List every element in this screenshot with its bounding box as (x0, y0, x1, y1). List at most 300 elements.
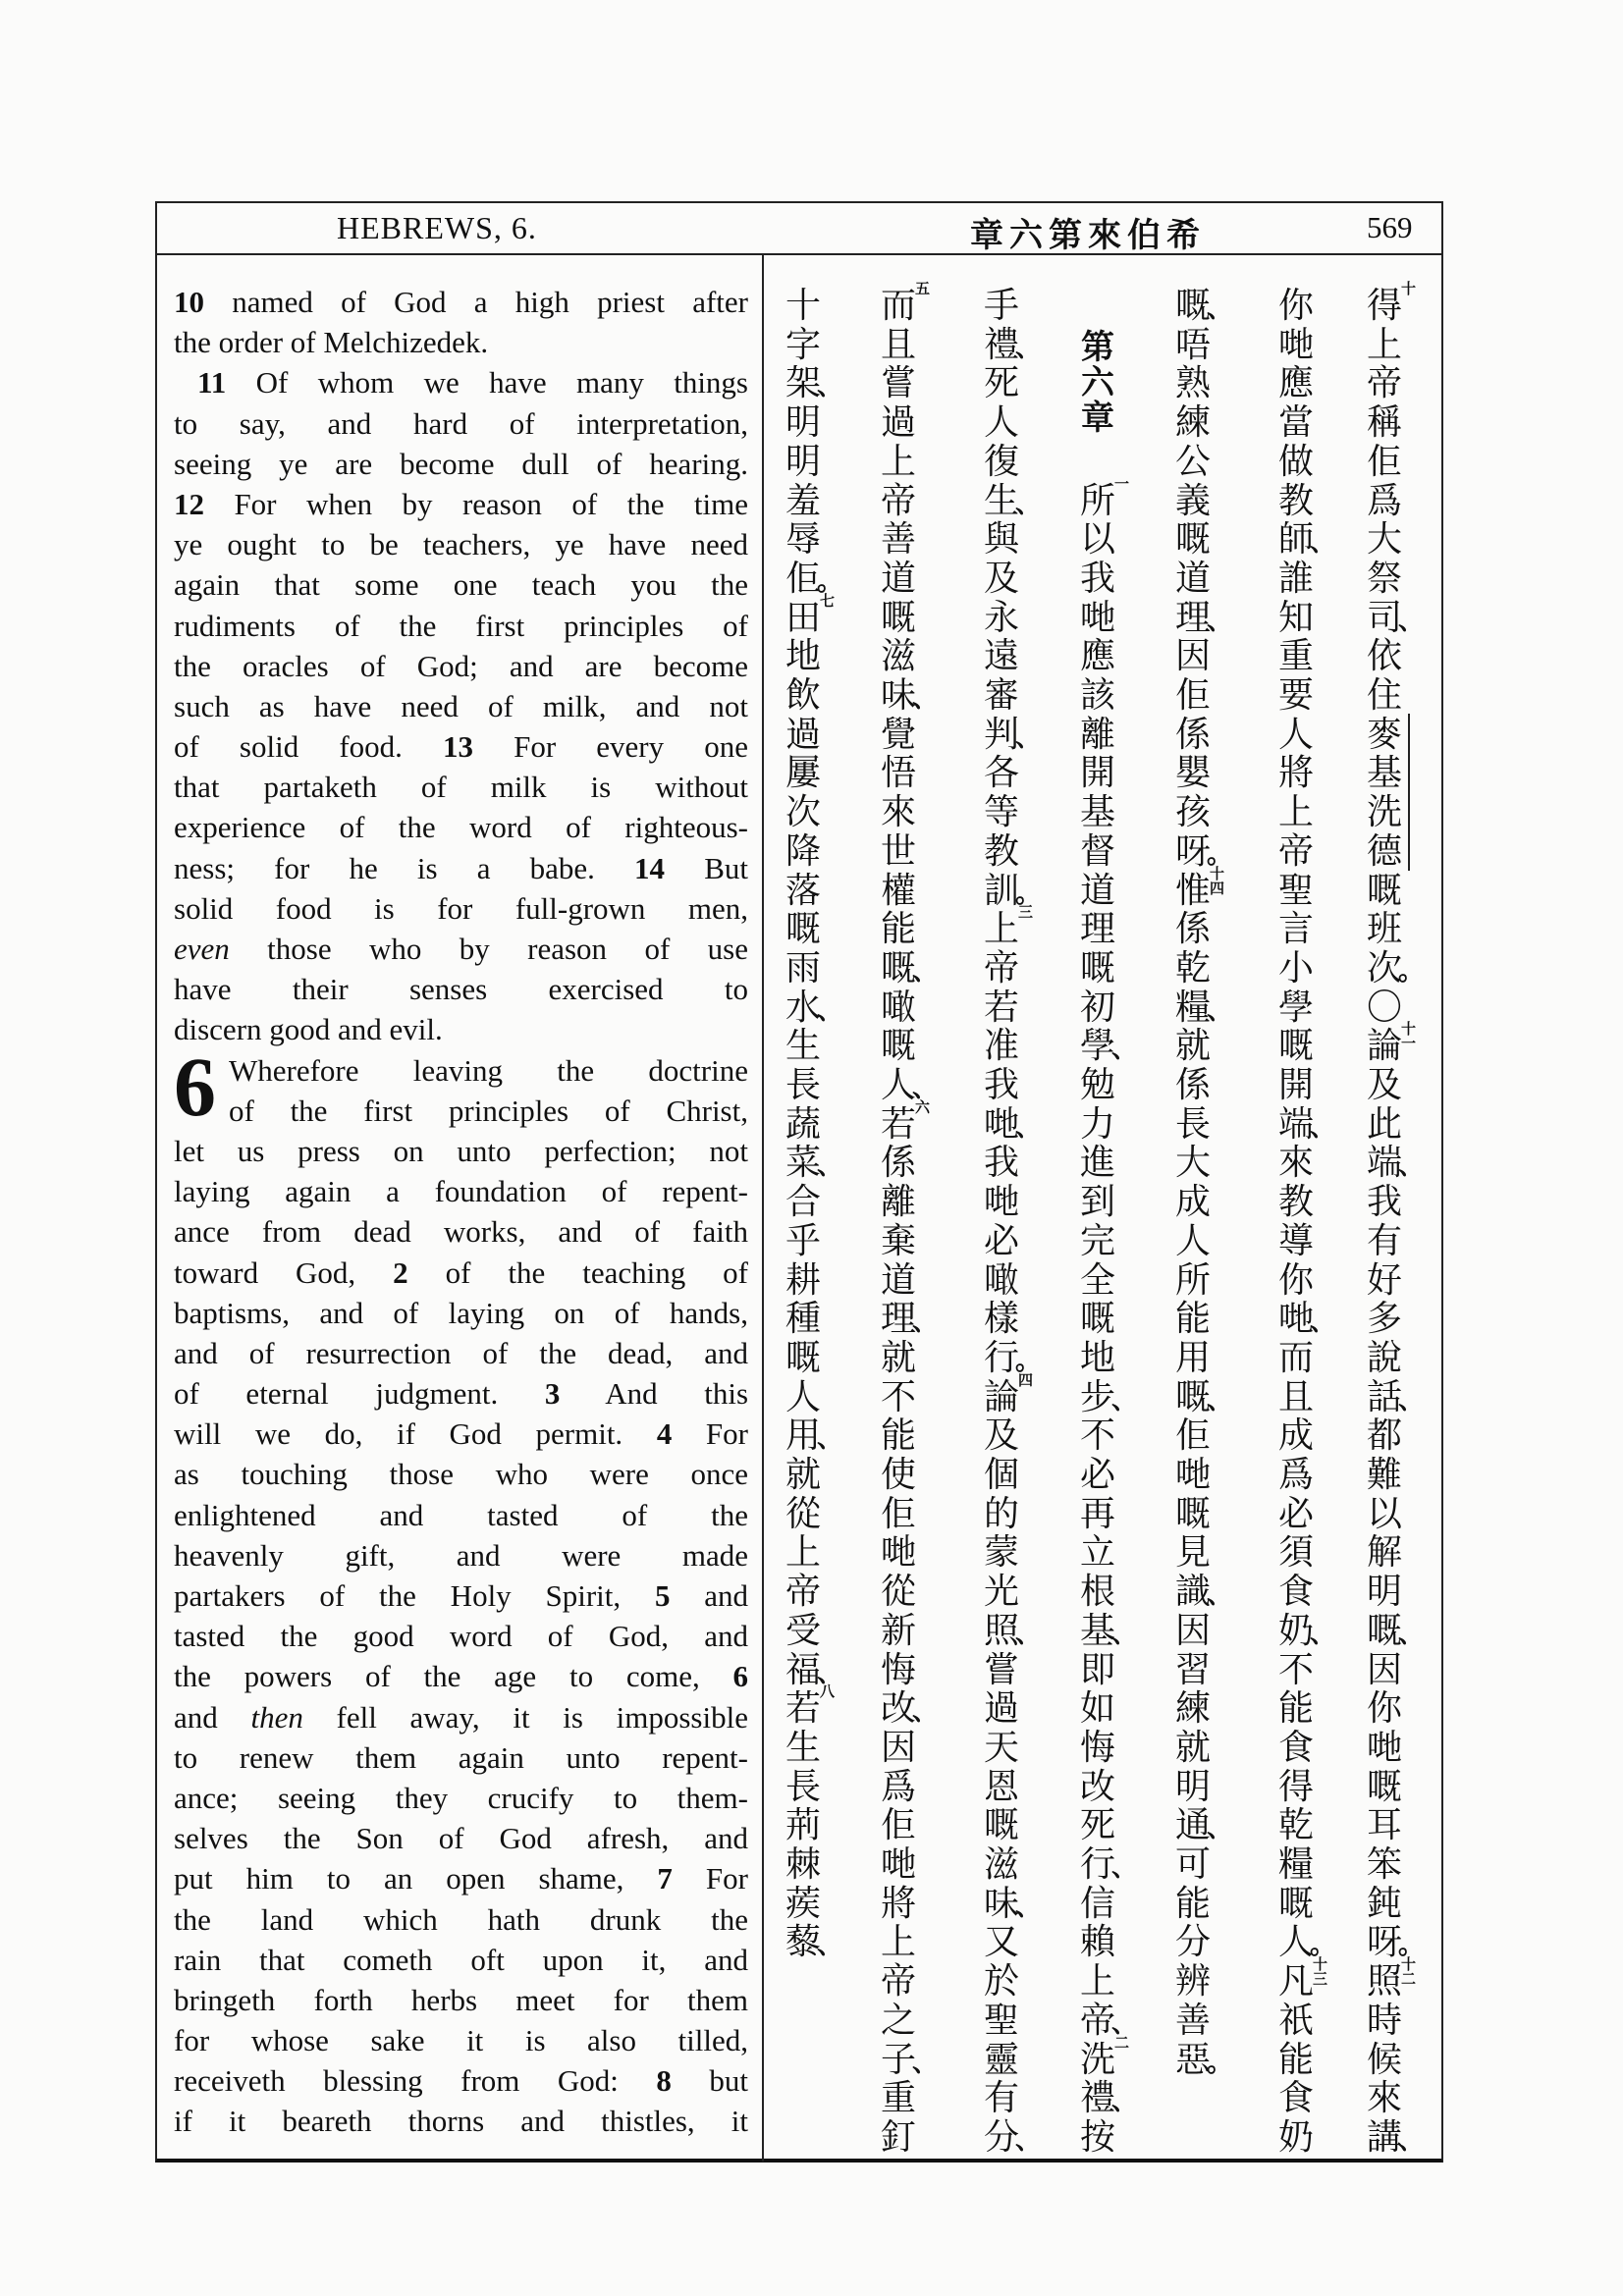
text-segment: experience of the word of righteous- (174, 810, 748, 845)
chinese-character: 麥 (1366, 714, 1402, 755)
chinese-character: 嘅 、 (880, 947, 939, 988)
chinese-character: 佢 (880, 1805, 916, 1846)
text-line (174, 2060, 748, 2101)
chinese-character: 解 (1366, 1532, 1402, 1574)
chinese-character: 係 (1174, 1065, 1211, 1105)
verse-number: 十 (1399, 281, 1417, 295)
chinese-character: 降 (784, 830, 821, 872)
chinese-character: 分 、 (983, 2116, 1042, 2158)
chinese-character: 時 (1366, 2000, 1402, 2041)
text-line (174, 282, 748, 322)
chinese-character: 教 (1277, 1182, 1314, 1223)
text-line (174, 767, 748, 807)
chinese-character: 哋 (1277, 324, 1314, 365)
chinese-character: 將 (1277, 753, 1314, 794)
text-segment: if it beareth thorns and thistles, it (174, 2104, 748, 2139)
chinese-character: 地 (1079, 1337, 1115, 1378)
chinese-character: 離 (880, 1182, 916, 1223)
text-line (174, 1050, 748, 1091)
chinese-character: 上 (1366, 324, 1402, 365)
punctuation: 、 (1207, 1580, 1233, 1611)
chinese-character: 不 (880, 1376, 916, 1417)
chinese-character: 善 (1174, 2000, 1211, 2041)
chinese-character: 帝 (1366, 363, 1402, 404)
chinese-character: 要 (1277, 675, 1314, 716)
chinese-character: 的 (983, 1493, 1019, 1534)
chinese-character: 用 (1174, 1337, 1211, 1378)
text-line (174, 1373, 748, 1414)
text-line (174, 564, 748, 605)
verse-number: 13 (443, 729, 474, 765)
chinese-character: 學 、 (1079, 1026, 1138, 1067)
chinese-character: 祇 (1277, 2000, 1314, 2041)
chinese-character: 恩 (983, 1766, 1019, 1807)
verse-number: 14 (634, 850, 666, 885)
verse-number: 11 (197, 365, 227, 400)
chinese-character: 棘 (784, 1844, 821, 1885)
chapter-drop-cap: 6 (174, 1040, 216, 1134)
chinese-character: 洗 二 (1079, 2034, 1130, 2080)
chinese-character: 明 (784, 441, 821, 482)
chinese-character: 及 (983, 1415, 1019, 1457)
chinese-character: 都 (1366, 1415, 1402, 1457)
text-segment: laying again a foundation of repent- (174, 1174, 748, 1209)
chinese-character: 當 (1277, 402, 1314, 444)
chinese-character: 得 十 (1366, 281, 1417, 326)
chinese-character: 長 (784, 1065, 821, 1105)
verse-number: 七 (818, 592, 836, 608)
text-line (174, 403, 748, 444)
chinese-character: 明 (1174, 1766, 1211, 1807)
text-segment: of solid food. (174, 729, 444, 765)
chinese-character: 嘅 (983, 1805, 1019, 1846)
chinese-character: 悔 (1079, 1727, 1115, 1768)
chinese-character: 蒙 (983, 1532, 1019, 1574)
chinese-character: 勉 (1079, 1065, 1115, 1105)
chinese-character: 帝 (880, 480, 916, 521)
chinese-character: 飲 (784, 675, 821, 716)
chinese-character: 好 (1366, 1259, 1402, 1301)
text-line (174, 1454, 748, 1494)
chinese-character: 此 (1366, 1103, 1402, 1145)
chinese-character: 帝 、 (1079, 2000, 1138, 2041)
chinese-character: 就 (1174, 1026, 1211, 1067)
chinese-character: 及 (1366, 1065, 1402, 1105)
chinese-character: 大 (1366, 519, 1402, 561)
chinese-character: 字 (784, 324, 821, 365)
chapter-heading-chinese: 第六章 (1081, 328, 1114, 438)
punctuation: 、 (912, 684, 939, 714)
text-line (174, 1818, 748, 1858)
text-segment: have their senses exercised to (174, 972, 748, 1007)
text-line (174, 1171, 748, 1211)
chinese-character: 大 (1174, 1143, 1211, 1184)
chinese-character: 成 (1277, 1415, 1314, 1457)
chinese-character: 不 (1277, 1649, 1314, 1690)
chinese-character: 爲 (1366, 480, 1402, 521)
chinese-character: 蔬 (784, 1103, 821, 1145)
chinese-character: 人 。 (1277, 1922, 1336, 1963)
chinese-character: 耕 (784, 1259, 821, 1301)
punctuation: 、 (1015, 333, 1042, 363)
text-segment: such as have need of milk, and not (174, 688, 748, 723)
chinese-character: 辨 (1174, 1961, 1211, 2002)
chinese-character: 你 (1277, 1259, 1314, 1301)
verse-number: 4 (656, 1416, 673, 1452)
text-line (174, 1414, 748, 1454)
punctuation: 。 (1207, 2048, 1233, 2078)
chinese-character: 生 (784, 1026, 821, 1067)
chinese-character: 我 (1079, 558, 1115, 599)
punctuation: 、 (1015, 1619, 1042, 1649)
chinese-character: 再 (1079, 1493, 1115, 1534)
punctuation: 、 (1398, 2125, 1425, 2156)
chinese-character: 滋 (983, 1844, 1019, 1885)
chinese-character: 係 (880, 1143, 916, 1184)
text-line (174, 1253, 748, 1293)
chinese-character: 嘗 (983, 1649, 1019, 1690)
chinese-character: 來 (1277, 1143, 1314, 1184)
chinese-character: 聖 (983, 2000, 1019, 2041)
verse-number: 四 (1016, 1371, 1034, 1387)
text-segment: But (665, 850, 748, 885)
text-line (174, 322, 748, 362)
punctuation: 、 (912, 956, 939, 987)
punctuation: 、 (1015, 489, 1042, 519)
text-segment: the oracles of God; and are become (174, 648, 748, 683)
chinese-character: 惡 。 (1174, 2039, 1233, 2080)
text-segment: but (671, 2063, 748, 2099)
chinese-character: 且 (1277, 1376, 1314, 1417)
text-segment: for whose sake it is also tilled, (174, 2023, 748, 2058)
chinese-character: 嘅 (880, 1026, 916, 1067)
running-head-chinese: 希伯來第六章 (970, 216, 1206, 255)
chinese-character: 十 (784, 286, 821, 326)
text-segment: again that some one teach you the (174, 567, 748, 603)
chinese-character: 公 (1174, 441, 1211, 482)
text-line (174, 1495, 748, 1535)
text-segment: rain that cometh oft upon it, and (174, 1942, 748, 1977)
text-line (174, 1737, 748, 1778)
chinese-character: 各 (983, 753, 1019, 794)
chinese-character: 〇 (1366, 987, 1402, 1028)
chinese-character: 改 、 (880, 1688, 939, 1730)
verse-number: 三 (1016, 904, 1034, 920)
text-line (174, 1131, 748, 1171)
chinese-character: 理 、 (880, 1299, 939, 1340)
proper-name-mark (1408, 714, 1410, 871)
chinese-character: 種 (784, 1299, 821, 1340)
chinese-character: 分 (1174, 1922, 1211, 1963)
chinese-character: 若 (983, 987, 1019, 1028)
chinese-character: 帝 (784, 1572, 821, 1613)
chinese-character: 將 (880, 1883, 916, 1924)
chinese-character: 可 (1174, 1844, 1211, 1885)
chinese-character: 必 (1277, 1493, 1314, 1534)
chinese-character: 嘅 (880, 597, 916, 638)
chinese-character: 見 (1174, 1532, 1211, 1574)
chinese-character: 識 、 (1174, 1572, 1233, 1613)
chinese-character: 講 、 (1366, 2116, 1425, 2158)
chinese-character: 重 (880, 2078, 916, 2119)
chinese-character: 上 (880, 441, 916, 482)
chinese-character: 係 (1174, 714, 1211, 755)
chinese-character: 笨 (1366, 1844, 1402, 1885)
punctuation: 、 (1398, 1385, 1425, 1415)
verse-number: 12 (174, 486, 204, 521)
chinese-character: 糧 、 (1174, 987, 1233, 1028)
text-line (174, 1091, 748, 1131)
text-segment: receiveth blessing from God: (174, 2063, 657, 2099)
chinese-character: 嘅 、 (1174, 1376, 1233, 1417)
chinese-character: 水 、 (784, 987, 843, 1028)
chinese-character: 食 (1277, 1727, 1314, 1768)
punctuation: 。 (1015, 879, 1042, 909)
chinese-character: 嘗 (880, 363, 916, 404)
chinese-character: 唔 (1174, 324, 1211, 365)
chinese-character: 照 、 (983, 1610, 1042, 1651)
chinese-character: 乾 (1174, 947, 1211, 988)
chinese-character: 覺 (880, 714, 916, 755)
chinese-character: 悟 (880, 753, 916, 794)
chinese-character: 個 (983, 1455, 1019, 1495)
chinese-character: 師 、 (1277, 519, 1336, 561)
chinese-character: 我 (1366, 1182, 1402, 1223)
chinese-character: 道 (880, 558, 916, 599)
chinese-character: 就 (784, 1455, 821, 1495)
chinese-character: 長 (784, 1766, 821, 1807)
chinese-character: 上 (880, 1922, 916, 1963)
punctuation: 。 (1398, 956, 1425, 987)
chinese-character: 爲 (880, 1766, 916, 1807)
chinese-character: 教 (1277, 480, 1314, 521)
chinese-character: 爲 (1277, 1455, 1314, 1495)
chinese-character: 辱 (784, 519, 821, 561)
chinese-character: 難 (1366, 1455, 1402, 1495)
text-line (174, 1535, 748, 1575)
punctuation: 、 (1310, 1619, 1336, 1649)
chinese-character: 人 (1277, 714, 1314, 755)
chinese-character: 基 、 (1079, 1610, 1138, 1651)
chinese-character: 權 (880, 870, 916, 911)
chinese-character: 遠 (983, 636, 1019, 677)
chinese-character: 雨 (784, 947, 821, 988)
text-line (174, 444, 748, 484)
chinese-character: 而 (1277, 1337, 1314, 1378)
chinese-character: 嘅 (1174, 519, 1211, 561)
chinese-character: 稱 (1366, 402, 1402, 444)
chinese-character: 練 (1174, 1688, 1211, 1730)
chinese-character: 按 (1079, 2116, 1115, 2158)
chinese-character: 嘅 、 (1366, 1610, 1425, 1651)
chinese-character: 悔 (880, 1649, 916, 1690)
chinese-character: 論 四 (983, 1371, 1034, 1417)
verse-number: 一 (1112, 475, 1130, 491)
chinese-character: 人 (983, 402, 1019, 444)
chinese-character: 乾 (1277, 1805, 1314, 1846)
chinese-character: 端 、 (1366, 1143, 1425, 1184)
text-segment: discern good and evil. (174, 1012, 443, 1047)
chinese-character: 人 、 (880, 1065, 939, 1105)
chinese-character: 生 、 (983, 480, 1042, 521)
chinese-character: 能 (1277, 1688, 1314, 1730)
chinese-character: 理 、 (1174, 597, 1233, 638)
chinese-character: 即 (1079, 1649, 1115, 1690)
chinese-character: 如 (1079, 1688, 1115, 1730)
chinese-character: 判 、 (983, 714, 1042, 755)
chinese-character: 司 、 (1366, 597, 1425, 638)
chinese-character: 與 (983, 519, 1019, 561)
punctuation: 、 (817, 372, 843, 402)
punctuation: 、 (1207, 606, 1233, 636)
chinese-column-2 (1274, 286, 1336, 2162)
chinese-character: 有 (983, 2078, 1019, 2119)
chinese-character: 呀 。 (1366, 1922, 1425, 1963)
punctuation: 、 (1310, 1112, 1336, 1143)
verse-number: 10 (174, 285, 204, 319)
chinese-character: 開 (1277, 1065, 1314, 1105)
chinese-character: 受 (784, 1610, 821, 1651)
text-segment: those who by reason of use (229, 932, 748, 966)
chinese-character: 佢 (1366, 441, 1402, 482)
punctuation: 、 (1111, 2008, 1138, 2039)
punctuation: 、 (1310, 1308, 1336, 1338)
text-segment: and (174, 1699, 251, 1735)
text-segment: Wherefore leaving the doctrine (229, 1052, 748, 1088)
chinese-character: 導 (1277, 1220, 1314, 1261)
chinese-character: 菜 、 (784, 1143, 843, 1184)
chinese-character: 來 (880, 792, 916, 833)
chinese-character: 習 (1174, 1649, 1211, 1690)
text-segment: tasted the good word of God, and (174, 1619, 748, 1654)
chinese-character: 人 (784, 1376, 821, 1417)
verse-number: 5 (654, 1578, 671, 1613)
text-line (174, 484, 748, 524)
chinese-character: 開 (1079, 753, 1115, 794)
chinese-character: 蒺 (784, 1883, 821, 1924)
text-segment: ness; for he is a babe. (174, 850, 635, 885)
verse-number: 十二 (1399, 1956, 1417, 1987)
text-line (174, 969, 748, 1009)
chinese-character: 因 (1366, 1649, 1402, 1690)
chinese-character: 荊 (784, 1805, 821, 1846)
chinese-character: 惟 十四 (1174, 865, 1225, 911)
punctuation: 、 (817, 995, 843, 1026)
chinese-character: 行 。 (983, 1337, 1042, 1378)
chinese-character: 嘅 (1366, 870, 1402, 911)
chinese-character: 佢 (1174, 675, 1211, 716)
chinese-character: 上 (784, 1532, 821, 1574)
punctuation: 、 (1111, 1853, 1138, 1883)
chinese-character: 能 (1174, 1883, 1211, 1924)
chinese-character: 哋 (880, 1532, 916, 1574)
chinese-character: 孩 (1174, 792, 1211, 833)
chinese-character: 耳 (1366, 1805, 1402, 1846)
text-segment: rudiments of the first principles of (174, 608, 748, 643)
chinese-character: 世 (880, 830, 916, 872)
punctuation: 、 (1398, 1151, 1425, 1182)
chinese-character: 奶 (1277, 2116, 1314, 2158)
chinese-character: 復 (983, 441, 1019, 482)
chinese-character: 用 、 (784, 1415, 843, 1457)
chinese-character: 洗 (1366, 792, 1402, 833)
chinese-character: 若 六 (880, 1098, 931, 1145)
chinese-character: 次 。 (1366, 947, 1425, 988)
text-segment: For (672, 1861, 748, 1896)
text-segment: For (672, 1416, 748, 1452)
punctuation: 、 (817, 1424, 843, 1455)
chinese-character: 做 (1277, 441, 1314, 482)
text-line (174, 686, 748, 726)
punctuation: 、 (817, 1658, 843, 1688)
chinese-column-3 (1171, 286, 1233, 2162)
chinese-character: 能 (880, 1415, 916, 1457)
text-segment: to renew them again unto repent- (174, 1739, 748, 1775)
chinese-character: 及 (983, 558, 1019, 599)
chinese-character: 須 (1277, 1532, 1314, 1574)
chinese-character: 成 (1174, 1182, 1211, 1223)
chinese-character: 哋 (983, 1182, 1019, 1223)
chinese-character: 哋 (880, 1844, 916, 1885)
chinese-character: 嘅 (1277, 1883, 1314, 1924)
chinese-character: 係 (1174, 909, 1211, 950)
chinese-column-4 (1076, 287, 1138, 2162)
chinese-character: 哋 (1366, 1727, 1402, 1768)
chinese-column-1 (1363, 281, 1425, 2162)
chinese-character: 帝 (880, 1961, 916, 2002)
punctuation: 、 (912, 2048, 939, 2078)
punctuation: 。 (1310, 1931, 1336, 1961)
text-segment: For when by reason of the time (204, 486, 748, 521)
punctuation: 。 (1015, 1346, 1042, 1376)
chinese-character: 賴 (1079, 1922, 1115, 1963)
chinese-character: 且 (880, 324, 916, 365)
chinese-character: 合 (784, 1182, 821, 1223)
text-segment: that partaketh of milk is without (174, 770, 748, 805)
punctuation: 。 (817, 566, 843, 597)
chinese-character: 行 、 (1079, 1844, 1138, 1885)
verse-number: 3 (544, 1376, 561, 1412)
chinese-character: 乎 (784, 1220, 821, 1261)
verse-number: 五 (913, 281, 931, 295)
chinese-character: 子 、 (880, 2039, 939, 2080)
chinese-character: 就 (880, 1337, 916, 1378)
chinese-character: 所 (1174, 1259, 1211, 1301)
chinese-character: 義 (1174, 480, 1211, 521)
chinese-character: 明 (1366, 1572, 1402, 1613)
chinese-character: 知 (1277, 597, 1314, 638)
text-segment: enlightened and tasted of the (174, 1497, 748, 1532)
chinese-character: 長 (1174, 1103, 1211, 1145)
text-segment: then (250, 1699, 303, 1735)
chinese-character: 步 、 (1079, 1376, 1138, 1417)
text-line (174, 606, 748, 646)
chinese-character: 小 (1277, 947, 1314, 988)
punctuation: 、 (817, 1151, 843, 1182)
column-divider (762, 255, 764, 2162)
text-line (174, 929, 748, 969)
chinese-character: 使 (880, 1455, 916, 1495)
chinese-character: 照 十二 (1366, 1956, 1417, 2002)
text-segment: will we do, if God permit. (174, 1416, 657, 1452)
chinese-character: 得 (1277, 1766, 1314, 1807)
chinese-character: 生 (784, 1727, 821, 1768)
text-line (174, 1697, 748, 1737)
chinese-character: 根 (1079, 1572, 1115, 1613)
chinese-character: 天 (983, 1727, 1019, 1768)
punctuation: 、 (912, 1308, 939, 1338)
chinese-character: 滋 (880, 636, 916, 677)
